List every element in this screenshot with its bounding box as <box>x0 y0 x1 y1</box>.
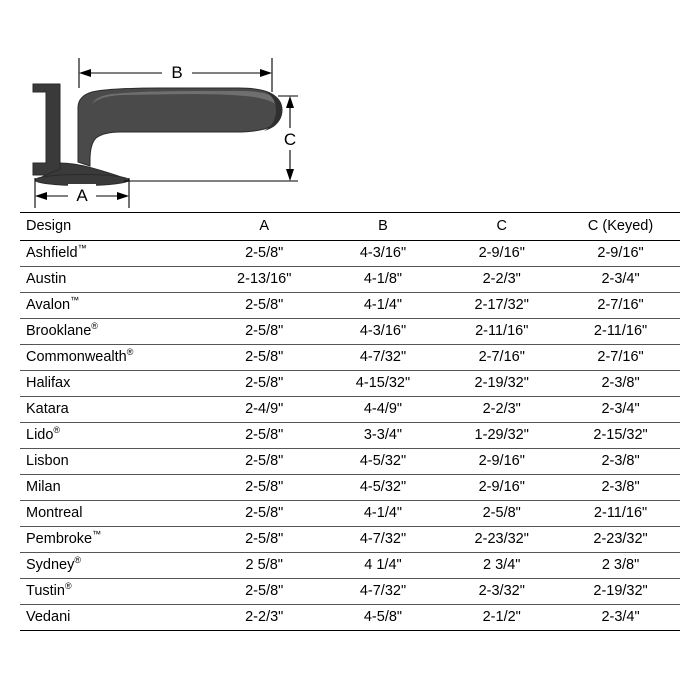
cell-design <box>20 293 205 319</box>
design-name: Milan <box>26 479 61 495</box>
cell-dimension-b: 4-3/16" <box>324 241 443 267</box>
trademark-symbol: ™ <box>92 529 102 540</box>
cell-dimension-b: 4-3/16" <box>324 319 443 345</box>
table-body <box>20 241 680 631</box>
table-row <box>20 345 680 371</box>
design-name: Austin <box>26 271 67 287</box>
cell-dimension-a: 2-5/8" <box>205 345 324 371</box>
cell-dimension-c-keyed: 2-3/8" <box>561 449 680 475</box>
dimension-a-label: A <box>76 186 88 205</box>
cell-design <box>20 449 205 475</box>
design-name: Katara <box>26 401 69 417</box>
cell-dimension-c-keyed: 2-3/8" <box>561 371 680 397</box>
design-name: Avalon <box>26 297 71 313</box>
cell-dimension-a: 2-2/3" <box>205 605 324 631</box>
cell-dimension-a: 2-5/8" <box>205 501 324 527</box>
cell-dimension-c: 2 3/4" <box>442 553 561 579</box>
cell-dimension-c: 2-9/16" <box>442 475 561 501</box>
table-row <box>20 267 680 293</box>
trademark-symbol: ® <box>64 581 72 592</box>
cell-dimension-a: 2 5/8" <box>205 553 324 579</box>
table-row <box>20 553 680 579</box>
cell-dimension-a: 2-13/16" <box>205 267 324 293</box>
cell-dimension-b: 4-7/32" <box>324 579 443 605</box>
cell-dimension-c-keyed: 2 3/8" <box>561 553 680 579</box>
design-name: Tustin <box>26 583 65 599</box>
table-row <box>20 371 680 397</box>
cell-dimension-a: 2-5/8" <box>205 579 324 605</box>
design-name: Commonwealth <box>26 349 127 365</box>
cell-dimension-a: 2-5/8" <box>205 371 324 397</box>
cell-dimension-c-keyed: 2-11/16" <box>561 501 680 527</box>
cell-design <box>20 605 205 631</box>
cell-dimension-c: 2-3/32" <box>442 579 561 605</box>
design-name: Ashfield <box>26 245 78 261</box>
cell-design <box>20 553 205 579</box>
cell-dimension-b: 4-1/4" <box>324 293 443 319</box>
cell-design <box>20 397 205 423</box>
trademark-symbol: ™ <box>70 295 80 306</box>
cell-dimension-c-keyed: 2-3/4" <box>561 605 680 631</box>
lever-drawing <box>0 0 700 212</box>
lever-shape <box>33 84 282 186</box>
cell-dimension-c-keyed: 2-11/16" <box>561 319 680 345</box>
cell-dimension-c: 2-7/16" <box>442 345 561 371</box>
cell-dimension-c-keyed: 2-3/4" <box>561 267 680 293</box>
cell-design <box>20 501 205 527</box>
cell-design <box>20 241 205 267</box>
cell-design <box>20 371 205 397</box>
cell-dimension-c-keyed: 2-15/32" <box>561 423 680 449</box>
cell-dimension-c-keyed: 2-3/4" <box>561 397 680 423</box>
cell-design <box>20 423 205 449</box>
cell-dimension-a: 2-5/8" <box>205 527 324 553</box>
cell-dimension-c: 2-9/16" <box>442 241 561 267</box>
cell-dimension-b: 4-7/32" <box>324 345 443 371</box>
cell-dimension-b: 4-5/8" <box>324 605 443 631</box>
dimension-c-arrow-bottom <box>286 169 294 181</box>
dimension-b-arrow-left <box>79 69 91 77</box>
trademark-symbol: ® <box>53 425 61 436</box>
cell-dimension-c: 2-1/2" <box>442 605 561 631</box>
cell-dimension-c: 2-2/3" <box>442 397 561 423</box>
cell-dimension-c-keyed: 2-7/16" <box>561 293 680 319</box>
column-header-b: B <box>324 213 443 241</box>
dimension-c-label: C <box>283 130 297 149</box>
trademark-symbol: ® <box>74 555 82 566</box>
cell-dimension-c: 2-11/16" <box>442 319 561 345</box>
trademark-symbol: ™ <box>77 243 87 254</box>
cell-design <box>20 267 205 293</box>
cell-dimension-b: 4-4/9" <box>324 397 443 423</box>
design-name: Lido <box>26 427 54 443</box>
cell-dimension-c-keyed: 2-3/8" <box>561 475 680 501</box>
table-row <box>20 579 680 605</box>
cell-dimension-c: 2-2/3" <box>442 267 561 293</box>
cell-dimension-c-keyed: 2-23/32" <box>561 527 680 553</box>
design-name: Lisbon <box>26 453 69 469</box>
cell-dimension-c: 2-5/8" <box>442 501 561 527</box>
column-header-c-keyed: C (Keyed) <box>561 213 680 241</box>
design-name: Pembroke <box>26 531 93 547</box>
design-name: Halifax <box>26 375 71 391</box>
cell-design <box>20 345 205 371</box>
dimension-b-label: B <box>171 63 183 82</box>
table-row <box>20 319 680 345</box>
lever-diagram <box>0 0 700 212</box>
cell-dimension-a: 2-5/8" <box>205 449 324 475</box>
cell-dimension-b: 4 1/4" <box>324 553 443 579</box>
cell-dimension-b: 4-5/32" <box>324 475 443 501</box>
column-header-c: C <box>442 213 561 241</box>
cell-design <box>20 319 205 345</box>
table-row <box>20 605 680 631</box>
table-header <box>20 213 680 241</box>
cell-design <box>20 475 205 501</box>
table-row <box>20 397 680 423</box>
table-row <box>20 241 680 267</box>
column-header-a: A <box>205 213 324 241</box>
cell-design <box>20 527 205 553</box>
cell-dimension-c: 2-17/32" <box>442 293 561 319</box>
cell-dimension-a: 2-5/8" <box>205 475 324 501</box>
cell-dimension-b: 4-1/4" <box>324 501 443 527</box>
cell-dimension-c: 2-9/16" <box>442 449 561 475</box>
design-name: Brooklane <box>26 323 92 339</box>
column-header-design: Design <box>20 213 205 241</box>
cell-dimension-b: 4-15/32" <box>324 371 443 397</box>
cell-design <box>20 579 205 605</box>
table-row <box>20 449 680 475</box>
table-header-row <box>20 213 680 241</box>
trademark-symbol: ® <box>126 347 134 358</box>
cell-dimension-c: 2-23/32" <box>442 527 561 553</box>
cell-dimension-a: 2-4/9" <box>205 397 324 423</box>
design-name: Sydney <box>26 557 75 573</box>
table-row <box>20 423 680 449</box>
design-name: Montreal <box>26 505 83 521</box>
cell-dimension-c-keyed: 2-7/16" <box>561 345 680 371</box>
table-row <box>20 293 680 319</box>
cell-dimension-b: 4-7/32" <box>324 527 443 553</box>
dimension-c-arrow-top <box>286 96 294 108</box>
table-row <box>20 475 680 501</box>
table-row <box>20 501 680 527</box>
design-name: Vedani <box>26 609 71 625</box>
dimension-a-arrow-left <box>35 192 47 200</box>
cell-dimension-c: 2-19/32" <box>442 371 561 397</box>
cell-dimension-b: 3-3/4" <box>324 423 443 449</box>
cell-dimension-b: 4-5/32" <box>324 449 443 475</box>
cell-dimension-c: 1-29/32" <box>442 423 561 449</box>
cell-dimension-a: 2-5/8" <box>205 241 324 267</box>
dimensions-table <box>20 212 680 631</box>
cell-dimension-b: 4-1/8" <box>324 267 443 293</box>
trademark-symbol: ® <box>91 321 98 332</box>
cell-dimension-c-keyed: 2-19/32" <box>561 579 680 605</box>
cell-dimension-c-keyed: 2-9/16" <box>561 241 680 267</box>
dimension-b-arrow-right <box>260 69 272 77</box>
cell-dimension-a: 2-5/8" <box>205 319 324 345</box>
table-row <box>20 527 680 553</box>
dimension-a-arrow-right <box>117 192 129 200</box>
cell-dimension-a: 2-5/8" <box>205 423 324 449</box>
cell-dimension-a: 2-5/8" <box>205 293 324 319</box>
